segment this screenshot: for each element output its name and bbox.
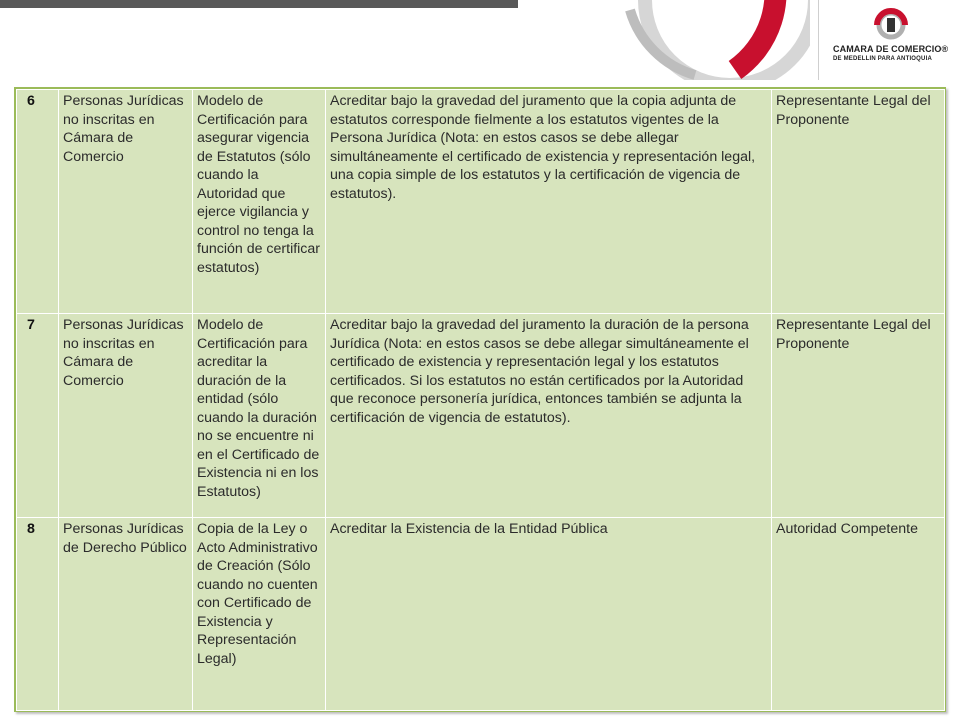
document-cell: Copia de la Ley o Acto Administrativo de Creación (Sólo cuando no cuenten con Certificado de Existencia y Representación Legal) [193, 518, 326, 711]
row-number: 8 [17, 518, 59, 711]
requirement-cell: Acreditar la Existencia de la Entidad Pública [326, 518, 772, 711]
row-number: 6 [17, 90, 59, 314]
document-cell: Modelo de Certificación para acreditar la duración de la entidad (sólo cuando la duración no se encuentre ni en el Certificado de Existencia ni en los Estatutos) [193, 314, 326, 518]
table-row [17, 518, 945, 711]
document-cell: Modelo de Certificación para asegurar vigencia de Estatutos (sólo cuando la Autoridad que ejerce vigilancia y control no tenga la función de certificar estatutos) [193, 90, 326, 314]
responsible-cell: Representante Legal del Proponente [772, 90, 945, 314]
chamber-name: CAMARA DE COMERCIO® [833, 44, 949, 54]
chamber-logo [818, 0, 960, 80]
requirements-table-container [14, 87, 946, 712]
requirements-table [16, 89, 945, 711]
table-row [17, 90, 945, 314]
chamber-emblem-icon [819, 0, 960, 44]
entity-type-cell: Personas Jurídicas no inscritas en Cámara de Comercio [59, 90, 193, 314]
entity-type-cell: Personas Jurídicas de Derecho Público [59, 518, 193, 711]
responsible-cell: Representante Legal del Proponente [772, 314, 945, 518]
responsible-cell: Autoridad Competente [772, 518, 945, 711]
chamber-subtitle: DE MEDELLIN PARA ANTIOQUIA [833, 56, 932, 62]
requirement-cell: Acreditar bajo la gravedad del juramento que la copia adjunta de estatutos corresponde fielmente a los estatutos vigentes de la Persona Jurídica (Nota: en estos casos se debe allegar simultáneamente el certificado de existencia y representación legal, una copia simple de los estatutos y la certificación de vigencia de estatutos). [326, 90, 772, 314]
decorative-rings [600, 0, 810, 80]
top-accent-bar [0, 0, 518, 8]
entity-type-cell: Personas Jurídicas no inscritas en Cámara de Comercio [59, 314, 193, 518]
table-row [17, 314, 945, 518]
requirement-cell: Acreditar bajo la gravedad del juramento la duración de la persona Jurídica (Nota: en estos casos se debe allegar simultáneamente el certificado de existencia y representación legal y los estatutos certificados. Si los estatutos no están certificados por la Autoridad que reconoce personería jurídica, entonces también se adjunta la certificación de vigencia de estatutos). [326, 314, 772, 518]
row-number: 7 [17, 314, 59, 518]
